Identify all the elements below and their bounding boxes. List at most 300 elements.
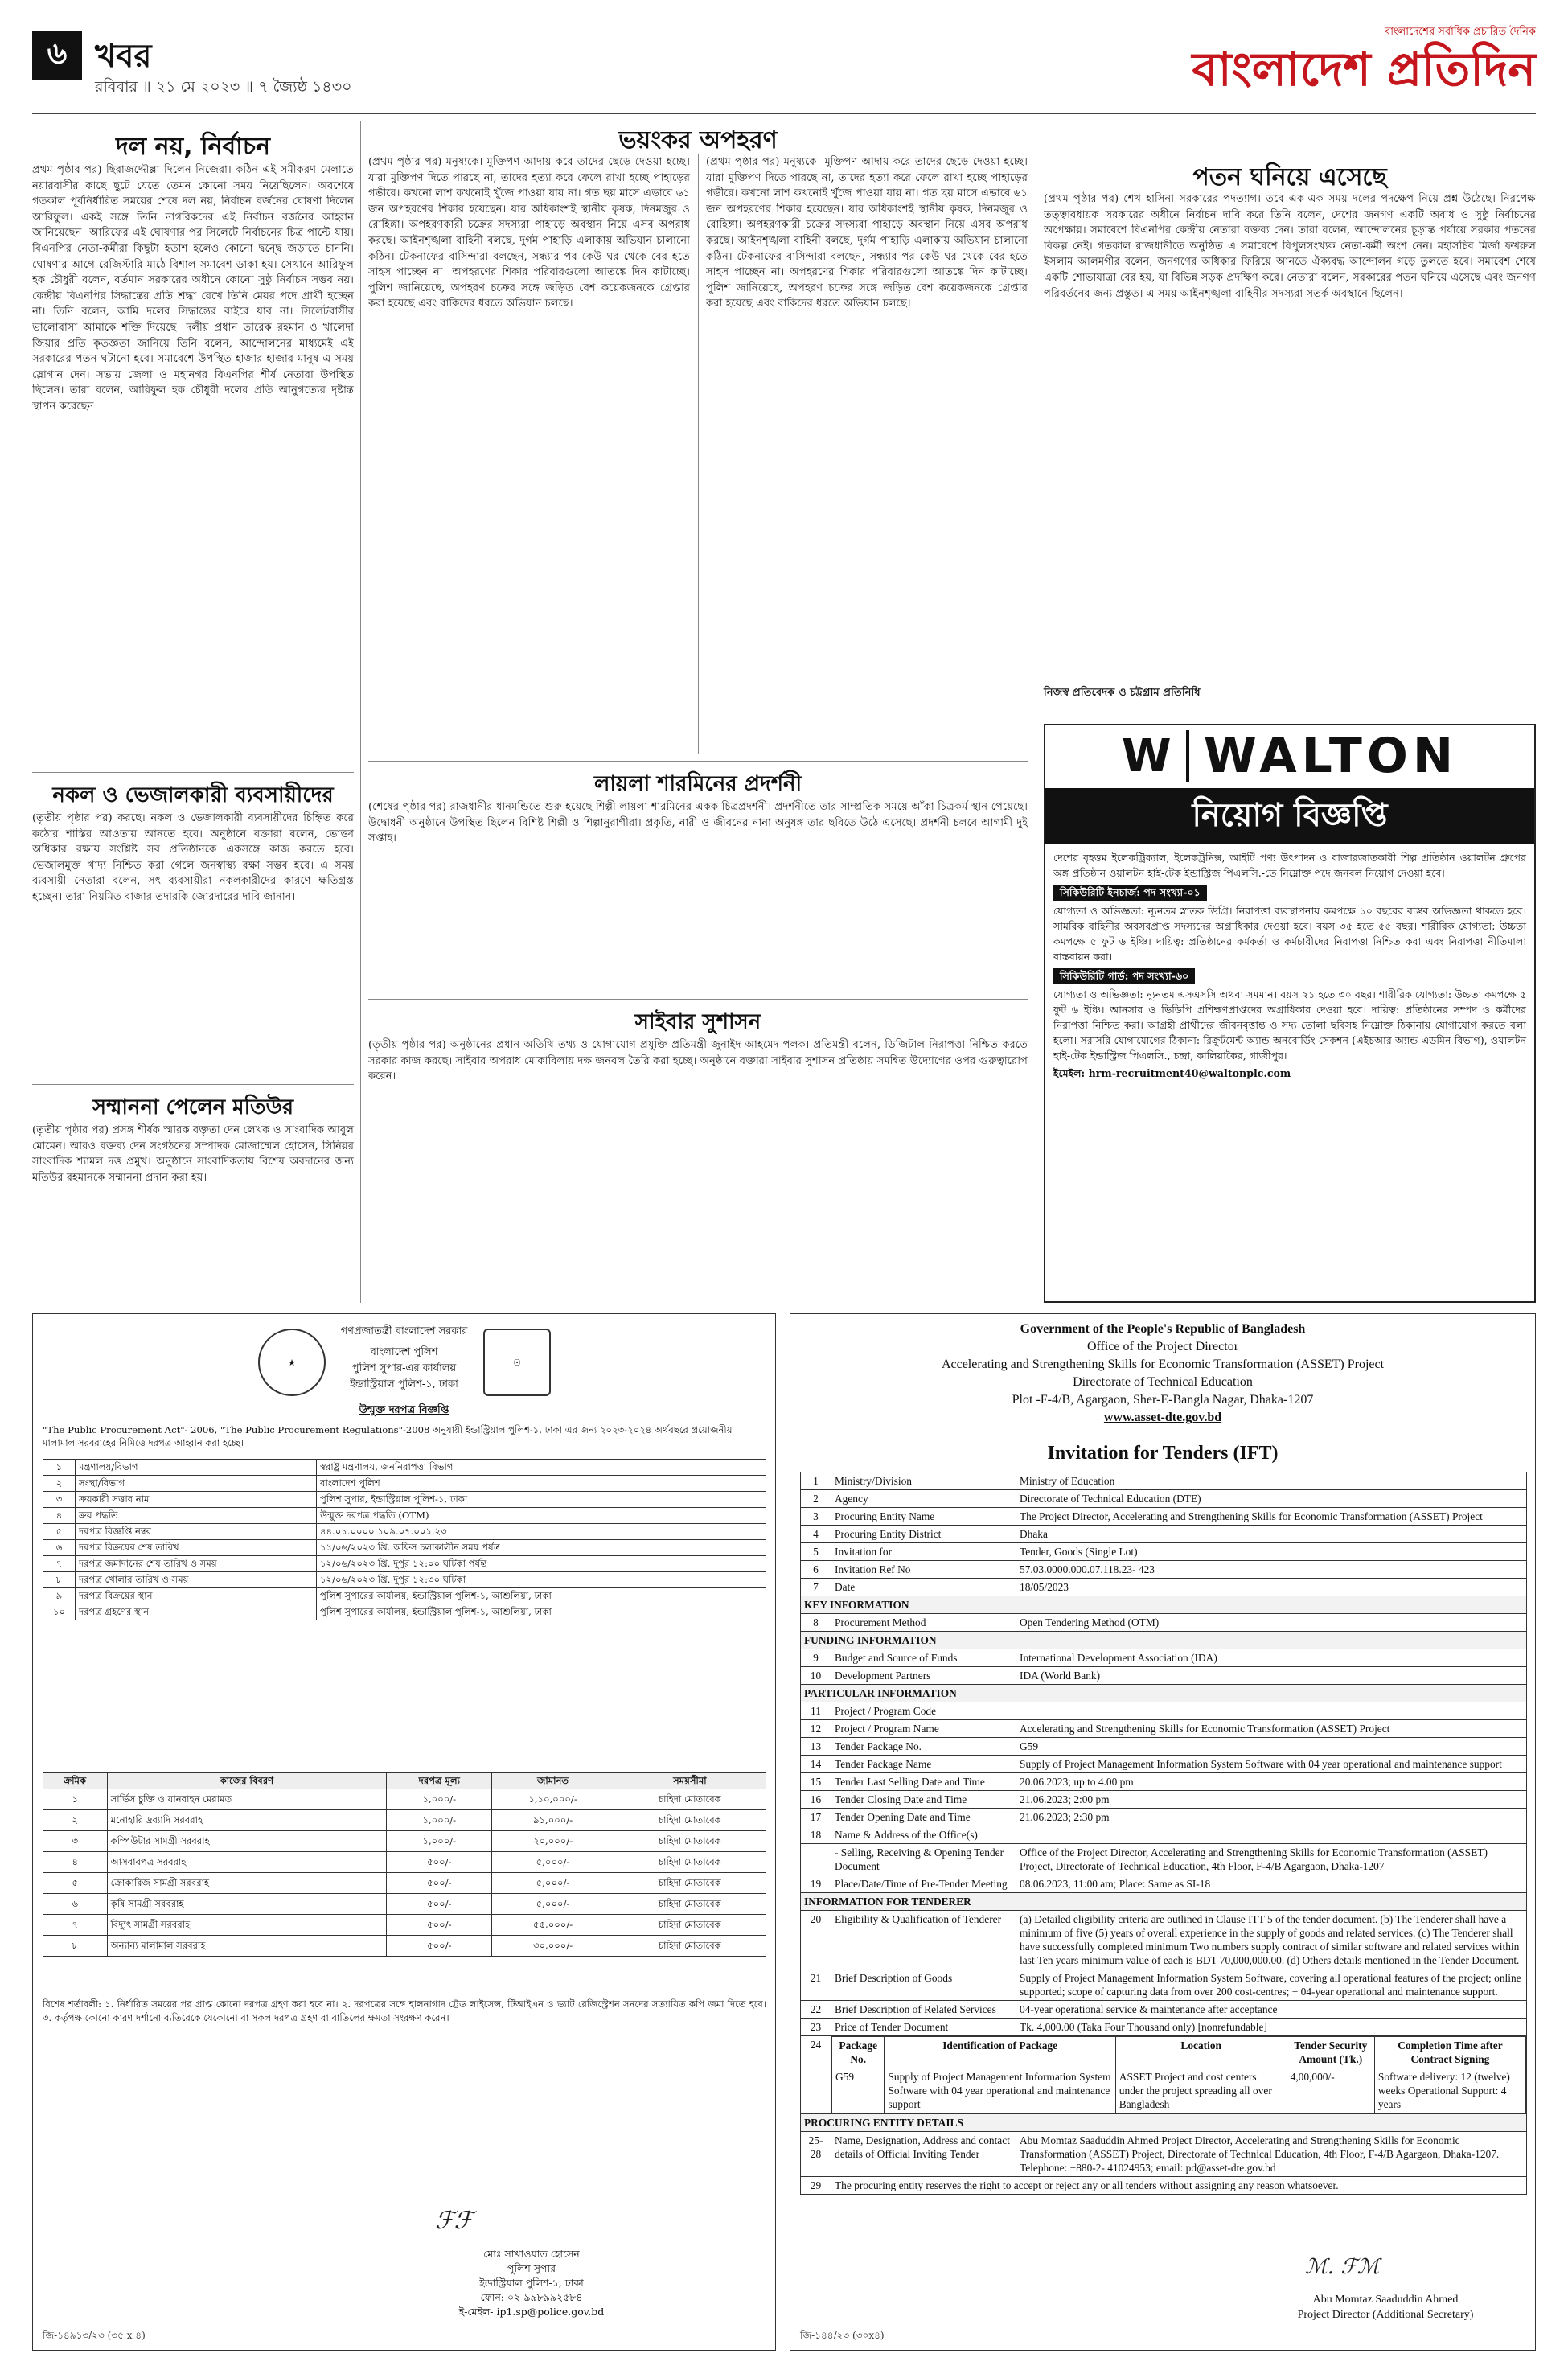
asset-ad-code: জি-১৪৪/২৩ (৩০x৪) [800, 2330, 885, 2341]
table-row [801, 1875, 1527, 1893]
row-label: Tender Package No. [831, 1738, 1016, 1756]
divider [32, 1084, 354, 1085]
table-row [43, 1936, 766, 1957]
table-cell: ১ [43, 1789, 108, 1810]
headline-saibar: সাইবার সুশাসন [634, 1010, 761, 1034]
row-value: IDA (World Bank) [1016, 1667, 1527, 1685]
package-row [801, 2036, 1527, 2114]
row-number: 11 [801, 1702, 831, 1720]
row-label: - Selling, Receiving & Opening Tender Document [831, 1844, 1016, 1875]
table-cell: আসবাবপত্র সরবরাহ [107, 1852, 386, 1873]
dateline: রবিবার ॥ ২১ মে ২০২৩ ॥ ৭ জ্যৈষ্ঠ ১৪৩০ [95, 78, 352, 96]
row-label: দরপত্র বিক্রয়ের শেষ তারিখ [76, 1540, 317, 1556]
table-row [801, 1809, 1527, 1826]
asset-project: Accelerating and Strengthening Skills for Economic Transformation (ASSET) Project [941, 1357, 1385, 1371]
table-row [801, 1969, 1527, 2001]
police-signer: মোঃ সাখাওয়াত হোসেন [483, 2248, 580, 2260]
table-row [801, 1844, 1527, 1875]
row-number: 10 [801, 1667, 831, 1685]
table-row [801, 1508, 1527, 1526]
police-signature: ℱℱ [435, 2207, 474, 2235]
walton-post-1-body: যোগ্যতা ও অভিজ্ঞতা: ন্যূনতম স্নাতক ডিগ্রি। নিরাপত্তা ব্যবস্থাপনায় কমপক্ষে ১০ বছরের বাস্তব অভিজ্ঞতা থাকতে হবে। সামরিক বাহিনীর অবসরপ্রাপ্ত সদস্যদের অগ্রাধিকার দেওয়া হবে। বয়স ৩৫ হতে ৫৫ বছর। শারীরিক যোগ্যতা: উচ্চতা কমপক্ষে ৫ ফুট ৬ ইঞ্চি। দায়িত্ব: প্রতিষ্ঠানের কর্মকর্তা ও কর্মচারীদের নিরাপত্তা নিশ্চিত করা এবং নিরাপত্তা নীতিমালা বাস্তবায়ন করা। [1053, 905, 1526, 963]
table-row [43, 1460, 766, 1476]
page-header [32, 24, 1536, 113]
table-cell: চাহিদা মোতাবেক [614, 1936, 766, 1957]
row-value: স্বরাষ্ট্র মন্ত্রণালয়, জননিরাপত্তা বিভাগ [317, 1460, 766, 1476]
row-label: Project / Program Code [831, 1702, 1016, 1720]
table-cell: ২ [43, 1810, 108, 1831]
row-number: 24 [801, 2036, 831, 2114]
asset-signature: ℳ. ℱℳ [1305, 2255, 1380, 2279]
table-row [43, 1588, 766, 1604]
table-cell: ৫০০/- [387, 1936, 492, 1957]
row-number: 8 [801, 1614, 831, 1632]
row-value [1016, 1826, 1527, 1844]
row-label: ক্রয়কারী সত্তার নাম [76, 1492, 317, 1508]
table-row [43, 1831, 766, 1852]
column-rule [360, 121, 361, 1303]
row-value: Supply of Project Management Information System Software with 04 year operational and maintenance support [1016, 1756, 1527, 1773]
article-bhoyonkor-body-2: (প্রথম পৃষ্ঠার পর) মনুষ্যকে। মুক্তিপণ আদায় করে তাদের ছেড়ে দেওয়া হচ্ছে। যারা মুক্তিপণ দিতে পারছে না, তাদের হত্যা করে ফেলে রাখা হচ্ছে পাহাড়ের গভীরে। কখনো লাশ কখনোই খুঁজে পাওয়া যায় না। গত ছয় মাসে এভাবে ৬১ জন অপহরণের শিকার হয়েছেন। যার অধিকাংশই স্থানীয় কৃষক, দিনমজুর ও রোহিঙ্গা। অপহরণকারী চক্রের সদস্যরা পাহাড়ে অবস্থান নিয়ে এসব অপরাধ করছে। আইনশৃঙ্খলা বাহিনী বলছে, দুর্গম পাহাড়ি এলাকায় অভিযান চালানো কঠিন। টেকনাফের বাসিন্দারা বলছেন, সন্ধ্যার পর কেউ ঘর থেকে বের হতে সাহস পাচ্ছেন না। অপহরণের শিকার পরিবারগুলো আতঙ্কে দিন কাটাচ্ছে। পুলিশ জানিয়েছে, অপহরণ চক্রের সঙ্গে জড়িত বেশ কয়েকজনকে গ্রেপ্তার করা হয়েছে এবং বাকিদের ধরতে অভিযান চলছে। [706, 156, 1028, 310]
row-label: Price of Tender Document [831, 2019, 1016, 2036]
table-cell: ১,০০০/- [387, 1810, 492, 1831]
table-cell: বিদ্যুৎ সামগ্রী সরবরাহ [107, 1915, 386, 1936]
table-row [801, 1826, 1527, 1844]
row-value: পুলিশ সুপারের কার্যালয়, ইন্ডাস্ট্রিয়াল পুলিশ-১, আশুলিয়া, ঢাকা [317, 1588, 766, 1604]
asset-address: Plot -F-4/B, Agargaon, Sher-E-Bangla Nagar, Dhaka-1207 [1012, 1393, 1314, 1407]
table-row [43, 1915, 766, 1936]
table-cell: ১,০০০/- [387, 1789, 492, 1810]
table-cell: অন্যান্য মালামাল সরবরাহ [107, 1936, 386, 1957]
police-head-2: বাংলাদেশ পুলিশ [370, 1346, 438, 1358]
table-row [801, 1738, 1527, 1756]
asset-gov: Government of the People's Republic of Bangladesh [1020, 1322, 1306, 1336]
row-label: Ministry/Division [831, 1472, 1016, 1490]
package-cell-value: Supply of Project Management Information System Software with 04 year operational and maintenance support [885, 2068, 1115, 2113]
table-row [43, 1789, 766, 1810]
section-row [801, 1685, 1527, 1702]
masthead [1166, 24, 1536, 105]
divider [368, 999, 1028, 1000]
row-label: Procuring Entity Name [831, 1508, 1016, 1526]
table-cell: চাহিদা মোতাবেক [614, 1894, 766, 1915]
row-label: দরপত্র গ্রহণের স্থান [76, 1604, 317, 1620]
table-row [801, 2177, 1527, 2195]
table-cell: ৫ [43, 1873, 108, 1894]
divider [368, 761, 1028, 762]
row-value: ১২/০৬/২০২৩ খ্রি. দুপুর ১২:০০ ঘটিকা পর্যন্ত [317, 1556, 766, 1572]
row-value: ৪৪.০১.০০০০.১০৯.০৭.০০১.২৩ [317, 1524, 766, 1540]
package-cell [831, 2036, 1527, 2114]
table-cell: চাহিদা মোতাবেক [614, 1873, 766, 1894]
table-row [43, 1873, 766, 1894]
table-row [801, 1773, 1527, 1791]
section-heading: PROCURING ENTITY DETAILS [801, 2114, 1527, 2132]
walton-post-1: সিকিউরিটি ইনচার্জ: পদ সংখ্যা-০১ [1053, 885, 1207, 902]
asset-signer-block [1241, 2292, 1530, 2323]
row-label: Name & Address of the Office(s) [831, 1826, 1016, 1844]
row-number: 7 [801, 1579, 831, 1596]
table-row [801, 2019, 1527, 2036]
column-header: সময়সীমা [614, 1773, 766, 1789]
table-row [801, 1561, 1527, 1579]
bangladesh-emblem-icon: ★ [258, 1329, 326, 1396]
table-row [43, 1604, 766, 1620]
table-cell: চাহিদা মোতাবেক [614, 1915, 766, 1936]
row-value: Abu Momtaz Saaduddin Ahmed Project Director, Accelerating and Strengthening Skills for Economic Transformation (ASSET) Project, Directorate of Technical Education, 4th Floor, F-4/B Agargaon, Dhaka-1207. Telephone: +880-2- 41024953; email: pd@asset-dte.gov.bd [1016, 2132, 1527, 2177]
walton-w-icon: W [1122, 730, 1189, 782]
table-row [801, 2132, 1527, 2177]
table-cell: কম্পিউটার সামগ্রী সরবরাহ [107, 1831, 386, 1852]
column-header: দরপত্র মূল্য [387, 1773, 492, 1789]
row-value: ১২/০৬/২০২৩ খ্রি. দুপুর ১২:৩০ ঘটিকা [317, 1572, 766, 1588]
section-row [801, 1893, 1527, 1911]
row-value: Accelerating and Strengthening Skills for Economic Transformation (ASSET) Project [1016, 1720, 1527, 1738]
section-name: খবর [95, 38, 152, 75]
table-cell: ৫,০০০/- [492, 1852, 614, 1873]
table-cell: সার্ভিস চুক্তি ও যানবাহন মেরামত [107, 1789, 386, 1810]
row-label: সংস্থা/বিভাগ [76, 1476, 317, 1492]
row-number: 22 [801, 2001, 831, 2019]
row-label: মন্ত্রণালয়/বিভাগ [76, 1460, 317, 1476]
package-table [831, 2036, 1526, 2113]
asset-signer-title: Project Director (Additional Secretary) [1297, 2309, 1474, 2321]
article-nokol-body: (তৃতীয় পৃষ্ঠার পর) করছে। নকল ও ভেজালকারী ব্যবসায়ীদের চিহ্নিত করে কঠোর শাস্তির আওতায় আনতে হবে। অনুষ্ঠানে বক্তারা বলেন, ভোক্তা অধিকার রক্ষায় সংশ্লিষ্ট সব প্রতিষ্ঠানকে একসঙ্গে কাজ করতে হবে। ভেজালমুক্ত খাদ্য নিশ্চিত করা গেলে জনস্বাস্থ্য রক্ষা সম্ভব হবে। এ সময় ব্যবসায়ী নেতারা বলেন, সৎ ব্যবসায়ীরা নকলকারীদের কারণে ক্ষতিগ্রস্ত হচ্ছেন। তারা নিয়মিত বাজার তদারকি জোরদারের দাবি জানান। [32, 812, 354, 903]
row-label: ক্রয় পদ্ধতি [76, 1508, 317, 1524]
walton-email: ইমেইল: hrm-recruitment40@waltonplc.com [1053, 1067, 1291, 1080]
row-value: The Project Director, Accelerating and Strengthening Skills for Economic Transformation (ASSET) Project [1016, 1508, 1527, 1526]
row-number: 15 [801, 1773, 831, 1791]
row-value: Directorate of Technical Education (DTE) [1016, 1490, 1527, 1508]
row-label: দরপত্র খোলার তারিখ ও সময় [76, 1572, 317, 1588]
row-number: 21 [801, 1969, 831, 2001]
table-cell: ৪ [43, 1852, 108, 1873]
package-column-header: Tender Security Amount (Tk.) [1287, 2037, 1374, 2068]
masthead-tagline: বাংলাদেশের সর্বাধিক প্রচারিত দৈনিক [1384, 26, 1536, 38]
package-cell-value: 4,00,000/- [1287, 2068, 1374, 2113]
walton-intro: দেশের বৃহত্তম ইলেকট্রিক্যাল, ইলেকট্রনিক্স, আইটি পণ্য উৎপাদন ও বাজারজাতকারী শিল্প প্রতিষ্ঠান ওয়ালটন গ্রুপের অঙ্গ প্রতিষ্ঠান ওয়ালটন হাই-টেক ইন্ডাস্ট্রিজ পিএলসি.-তে নিম্নোক্ত পদে জনবল নিয়োগ দেওয়া হবে। [1053, 852, 1526, 879]
article-sommanona-body: (তৃতীয় পৃষ্ঠার পর) প্রসঙ্গ শীর্ষক স্মারক বক্তৃতা দেন লেখক ও সাংবাদিক আবুল মোমেন। আরও বক্তব্য দেন সংগঠনের সম্পাদক মোজাম্মেল হোসেন, সিনিয়র সাংবাদিক শ্যামল দত্ত প্রমুখ। অনুষ্ঠানে সাংবাদিকতায় বিশেষ অবদানের জন্য মতিউর রহমানকে সম্মাননা প্রদান করা হয়। [32, 1124, 354, 1184]
table-row [43, 1476, 766, 1492]
section-heading: INFORMATION FOR TENDERER [801, 1893, 1527, 1911]
asset-signer: Abu Momtaz Saaduddin Ahmed [1312, 2294, 1459, 2306]
police-phone: ফোন: ০২-৯৯৮৯৯২৫৮৪ [480, 2291, 583, 2303]
police-tender-notice [32, 1313, 776, 2351]
row-value: Tender, Goods (Single Lot) [1016, 1543, 1527, 1561]
table-row [43, 1894, 766, 1915]
row-number: 4 [801, 1526, 831, 1543]
row-number: ১০ [43, 1604, 76, 1620]
asset-office: Office of the Project Director [1086, 1340, 1239, 1353]
row-number: 29 [801, 2177, 831, 2195]
police-head-1: গণপ্রজাতন্ত্রী বাংলাদেশ সরকার [340, 1325, 468, 1337]
row-value: উন্মুক্ত দরপত্র পদ্ধতি (OTM) [317, 1508, 766, 1524]
table-cell: ৫৫,০০০/- [492, 1915, 614, 1936]
table-cell: ৫,০০০/- [492, 1873, 614, 1894]
police-head-3: পুলিশ সুপার-এর কার্যালয় [351, 1362, 457, 1374]
row-number: 3 [801, 1508, 831, 1526]
row-value: Office of the Project Director, Accelerating and Strengthening Skills for Economic Transformation (ASSET) Project, Directorate of Technical Education, 4th Floor, F-4/B Agargaon, Dhaka-1207 [1016, 1844, 1527, 1875]
table-row [801, 1526, 1527, 1543]
table-row [801, 1579, 1527, 1596]
row-value: Dhaka [1016, 1526, 1527, 1543]
table-cell: ৫০০/- [387, 1915, 492, 1936]
row-value: International Development Association (IDA) [1016, 1649, 1527, 1667]
table-header-row [43, 1773, 766, 1789]
row-label: দরপত্র বিক্রয়ের স্থান [76, 1588, 317, 1604]
divider [32, 772, 354, 773]
asset-directorate: Directorate of Technical Education [1073, 1375, 1253, 1389]
police-ad-code: জি-১৪৯১৩/২৩ (৩৫ x ৪) [43, 2330, 146, 2341]
row-value: পুলিশ সুপার, ইন্ডাস্ট্রিয়াল পুলিশ-১, ঢাকা [317, 1492, 766, 1508]
page-number: ৬ [32, 31, 82, 80]
row-number: ৫ [43, 1524, 76, 1540]
police-signer-office: ইন্ডাস্ট্রিয়াল পুলিশ-১, ঢাকা [479, 2277, 584, 2289]
row-number: 17 [801, 1809, 831, 1826]
row-value: 04-year operational service & maintenance after acceptance [1016, 2001, 1527, 2019]
asset-title: Invitation for Tenders (IFT) [1047, 1443, 1279, 1464]
row-number: 6 [801, 1561, 831, 1579]
police-terms: বিশেষ শর্তাবলী: ১. নির্ধারিত সময়ের পর প্রাপ্ত কোনো দরপত্র গ্রহণ করা হবে না। ২. দরপত্রের সঙ্গে হালনাগাদ ট্রেড লাইসেন্স, টিআইএন ও ভ্যাট রেজিস্ট্রেশন সনদের সত্যায়িত কপি জমা দিতে হবে। ৩. কর্তৃপক্ষ কোনো কারণ দর্শানো ব্যতিরেকে যেকোনো বা সকল দরপত্র গ্রহণ বা বাতিলের ক্ষমতা সংরক্ষণ করেন। [43, 1998, 766, 2023]
headline-poton: পতন ঘনিয়ে এসেছে [1192, 163, 1387, 191]
table-row [801, 1720, 1527, 1738]
article-bhoyonkor-body-1: (প্রথম পৃষ্ঠার পর) মনুষ্যকে। মুক্তিপণ আদায় করে তাদের ছেড়ে দেওয়া হচ্ছে। যারা মুক্তিপণ দিতে পারছে না, তাদের হত্যা করে ফেলে রাখা হচ্ছে পাহাড়ের গভীরে। কখনো লাশ কখনোই খুঁজে পাওয়া যায় না। গত ছয় মাসে এভাবে ৬১ জন অপহরণের শিকার হয়েছেন। যার অধিকাংশই স্থানীয় কৃষক, দিনমজুর ও রোহিঙ্গা। অপহরণকারী চক্রের সদস্যরা পাহাড়ে অবস্থান নিয়ে এসব অপরাধ করছে। আইনশৃঙ্খলা বাহিনী বলছে, দুর্গম পাহাড়ি এলাকায় অভিযান চালানো কঠিন। টেকনাফের বাসিন্দারা বলছেন, সন্ধ্যার পর কেউ ঘর থেকে বের হতে সাহস পাচ্ছেন না। অপহরণের শিকার পরিবারগুলো আতঙ্কে দিন কাটাচ্ছে। পুলিশ জানিয়েছে, অপহরণ চক্রের সঙ্গে জড়িত বেশ কয়েকজনকে গ্রেপ্তার করা হয়েছে এবং বাকিদের ধরতে অভিযান চলছে। [368, 156, 690, 310]
row-number: 19 [801, 1875, 831, 1893]
row-number: 2 [801, 1490, 831, 1508]
row-value: 21.06.2023; 2:30 pm [1016, 1809, 1527, 1826]
table-row [801, 1614, 1527, 1632]
row-label: Tender Last Selling Date and Time [831, 1773, 1016, 1791]
table-row [801, 1490, 1527, 1508]
row-label: Development Partners [831, 1667, 1016, 1685]
table-row [801, 1649, 1527, 1667]
row-number: 9 [801, 1649, 831, 1667]
article-dol-body: প্রথম পৃষ্ঠার পর) ছিরাজদ্দৌল্লা দিলেন নিজেরা। কঠিন এই সমীকরণ মেলাতে নয়ারবাসীর কাছে ছুটে যেতে তেমন কোনো সময় নিয়েছিলেন। অবশেষে গতকাল পূর্বনির্ধারিত সময়ের শেষে দল নয়, নির্বাচন বর্জনের ঘোষণা দিলেন আরিফুল। একই সঙ্গে তিনি নাগরিকদের এই নির্বাচন বর্জনের আহ্বান জানিয়েছেন। আরিফের এই ঘোষণার পর সিলেটে নির্বাচনের চিত্র পাল্টে যায়। বিএনপির নেতা-কর্মীরা কিছুটা হতাশ হলেও কোনো দ্বন্দ্বে জড়াতে চাননি। ঘোষণার আগে রেজিস্টারি মাঠে বিশাল সমাবেশ ডাকা হয়। সেখানে আরিফুল হক চৌধুরী বলেন, বর্তমান সরকারের অধীনে কোনো সুষ্ঠু নির্বাচন সম্ভব নয়। কেন্দ্রীয় বিএনপির সিদ্ধান্তের প্রতি শ্রদ্ধা রেখে তিনি মেয়র পদে প্রার্থী হচ্ছেন না। তিনি বলেন, আমি দলের সিদ্ধান্তের বাইরে যাব না। সিলেটবাসীর ভালোবাসা আমাকে শক্তি দিয়েছে। দলীয় প্রধান তারেক রহমান ও খালেদা জিয়ার প্রতি কৃতজ্ঞতা জানিয়ে তিনি বলেন, আন্দোলনের মাধ্যমেই এই সরকারের পতন ঘটানো হবে। সমাবেশে উপস্থিত হাজার হাজার মানুষ এ সময় স্লোগান দেন। সভায় জেলা ও মহানগর বিএনপির শীর্ষ নেতারা উপস্থিত ছিলেন। তারা বলেন, আরিফুল হক চৌধুরী দলের প্রতি আনুগত্যের দৃষ্টান্ত স্থাপন করেছেন। [32, 164, 354, 413]
row-number: 1 [801, 1472, 831, 1490]
row-value: বাংলাদেশ পুলিশ [317, 1476, 766, 1492]
table-cell: ৫,০০০/- [492, 1894, 614, 1915]
row-label: দরপত্র জমাদানের শেষ তারিখ ও সময় [76, 1556, 317, 1572]
package-column-header: Identification of Package [885, 2037, 1115, 2068]
table-cell: ৩ [43, 1831, 108, 1852]
package-column-header: Completion Time after Contract Signing [1374, 2037, 1525, 2068]
row-label: Invitation for [831, 1543, 1016, 1561]
row-value: G59 [1016, 1738, 1527, 1756]
row-value: Tk. 4,000.00 (Taka Four Thousand only) [nonrefundable] [1016, 2019, 1527, 2036]
walton-recruitment-ad [1044, 724, 1536, 1303]
package-column-header: Package No. [832, 2037, 885, 2068]
headline-dol: দল নয়, নির্বাচন [116, 133, 270, 161]
row-number: ২ [43, 1476, 76, 1492]
section-row [801, 1632, 1527, 1649]
article-loyla-body: (শেষের পৃষ্ঠার পর) রাজধানীর ধানমন্ডিতে শুরু হয়েছে শিল্পী লায়লা শারমিনের একক চিত্রপ্রদর্শনী। প্রদর্শনীতে তার সাম্প্রতিক সময়ে আঁকা চিত্রকর্ম স্থান পেয়েছে। উদ্বোধনী অনুষ্ঠানে উপস্থিত ছিলেন বিশিষ্ট শিল্পী ও শিল্পানুরাগীরা। প্রকৃতি, নারী ও জীবনের নানা অনুষঙ্গ তার ছবিতে উঠে এসেছে। প্রদর্শনী চলবে আগামী দুই সপ্তাহ। [368, 801, 1028, 845]
table-cell: ৫০০/- [387, 1894, 492, 1915]
row-value: 18/05/2023 [1016, 1579, 1527, 1596]
row-number: 25-28 [801, 2132, 831, 2177]
walton-post-2: সিকিউরিটি গার্ড: পদ সংখ্যা-৬০ [1053, 968, 1195, 985]
walton-title: নিয়োগ বিজ্ঞপ্তি [1045, 788, 1534, 844]
table-row [43, 1852, 766, 1873]
row-number: 12 [801, 1720, 831, 1738]
section-heading: KEY INFORMATION [801, 1596, 1527, 1614]
asset-web-link[interactable]: www.asset-dte.gov.bd [1103, 1411, 1222, 1424]
table-cell: ৫০০/- [387, 1852, 492, 1873]
row-label: Name, Designation, Address and contact details of Official Inviting Tender [831, 2132, 1016, 2177]
package-data-row [832, 2068, 1526, 2113]
row-label: Tender Package Name [831, 1756, 1016, 1773]
row-number: ৮ [43, 1572, 76, 1588]
row-number: 5 [801, 1543, 831, 1561]
reserve-note: The procuring entity reserves the right to accept or reject any or all tenders without assigning any reason whatsoever. [831, 2177, 1527, 2195]
row-number: 13 [801, 1738, 831, 1756]
article-saibar-body: (তৃতীয় পৃষ্ঠার পর) অনুষ্ঠানের প্রধান অতিথি তথ্য ও যোগাযোগ প্রযুক্তি প্রতিমন্ত্রী জুনাইদ আহমেদ পলক। প্রতিমন্ত্রী বলেন, ডিজিটাল নিরাপত্তা নিশ্চিত করতে সরকার কাজ করছে। সাইবার অপরাধ মোকাবিলায় দক্ষ জনবল তৈরি করা হচ্ছে। অনুষ্ঠানে বক্তারা সাইবার সুশাসন প্রতিষ্ঠায় সমন্বিত উদ্যোগের ওপর গুরুত্বারোপ করেন। [368, 1039, 1028, 1083]
row-value [1016, 1702, 1527, 1720]
asset-table [800, 1472, 1527, 2195]
row-label: Project / Program Name [831, 1720, 1016, 1738]
row-value: 20.06.2023; up to 4.00 pm [1016, 1773, 1527, 1791]
row-number: 14 [801, 1756, 831, 1773]
row-number: ১ [43, 1460, 76, 1476]
header-divider [32, 113, 1536, 114]
masthead-logo: বাংলাদেশ প্রতিদিন [1192, 42, 1536, 97]
row-label: Date [831, 1579, 1016, 1596]
table-cell: ৯১,০০০/- [492, 1810, 614, 1831]
table-row [801, 1667, 1527, 1685]
table-cell: ৭ [43, 1915, 108, 1936]
asset-header [790, 1320, 1535, 1427]
asset-tender-notice [790, 1313, 1536, 2351]
column-header: জামানত [492, 1773, 614, 1789]
row-label: দরপত্র বিজ্ঞপ্তি নম্বর [76, 1524, 317, 1540]
row-number: ৯ [43, 1588, 76, 1604]
package-cell-value: G59 [832, 2068, 885, 2113]
police-info-table [43, 1459, 766, 1620]
row-number: ৬ [43, 1540, 76, 1556]
table-row [801, 1702, 1527, 1720]
table-row [43, 1540, 766, 1556]
row-number: 20 [801, 1911, 831, 1969]
table-row [801, 2001, 1527, 2019]
headline-sommanona: সম্মাননা পেলেন মতিউর [92, 1095, 294, 1119]
row-label: Brief Description of Goods [831, 1969, 1016, 2001]
row-number: 23 [801, 2019, 831, 2036]
row-label: Eligibility & Qualification of Tenderer [831, 1911, 1016, 1969]
walton-post-2-body: যোগ্যতা ও অভিজ্ঞতা: ন্যূনতম এসএসসি অথবা সমমান। বয়স ২১ হতে ৩০ বছর। শারীরিক যোগ্যতা: উচ্চতা কমপক্ষে ৫ ফুট ৬ ইঞ্চি। আনসার ও ভিডিপি প্রশিক্ষণপ্রাপ্তদের অগ্রাধিকার দেওয়া হবে। দায়িত্ব: প্রতিষ্ঠানের সম্পদ ও কর্মীদের নিরাপত্তা নিশ্চিত করা। আগ্রহী প্রার্থীদের জীবনবৃত্তান্ত ও সদ্য তোলা ছবিসহ নিম্নোক্ত ঠিকানায় যোগাযোগ করতে বলা হলো। সরাসরি যোগাযোগের ঠিকানা: রিক্রুটমেন্ট অ্যান্ড অনবোর্ডিং সেকশন (এইচআর অ্যান্ড এডমিন বিভাগ), ওয়ালটন হাই-টেক ইন্ডাস্ট্রিজ পিএলসি., চন্দ্রা, কালিয়াকৈর, গাজীপুর। [1053, 988, 1526, 1062]
headline-nokol: নকল ও ভেজালকারী ব্যবসায়ীদের [52, 783, 334, 807]
headline-loyla: লায়লা শারমিনের প্রদর্শনী [593, 772, 802, 796]
police-head-5: উন্মুক্ত দরপত্র বিজ্ঞপ্তি [359, 1404, 449, 1416]
police-signer-title: পুলিশ সুপার [507, 2262, 556, 2274]
column-header: ক্রমিক [43, 1773, 108, 1789]
table-row [43, 1572, 766, 1588]
article-poton-body: (প্রথম পৃষ্ঠার পর) শেখ হাসিনা সরকারের পদত্যাগ। তবে এক-এক সময় দলের পদক্ষেপ নিয়ে প্রশ্ন উঠেছে। নিরপেক্ষ তত্ত্বাবধায়ক সরকারের অধীনে নির্বাচন দাবি করে তিনি বলেন, দেশের জনগণ একটি অবাধ ও সুষ্ঠু নির্বাচনের অপেক্ষায়। সমাবেশে বিএনপির কেন্দ্রীয় নেতারা বক্তব্য দেন। তারা বলেন, আন্দোলনের চূড়ান্ত পর্যায়ে সরকার পতনের বিকল্প নেই। গতকাল রাজধানীতে অনুষ্ঠিত এ সমাবেশে বিপুলসংখ্যক নেতা-কর্মী অংশ নেন। মহাসচিব মির্জা ফখরুল ইসলাম আলমগীর বলেন, জনগণের অধিকার ফিরিয়ে আনতে ঐক্যবদ্ধ আন্দোলন গড়ে তুলতে হবে। সমাবেশ শেষে একটি শোভাযাত্রা বের হয়, যা বিভিন্ন সড়ক প্রদক্ষিণ করে। নেতারা বলেন, সরকারের পতন ঘনিয়ে এসেছে এবং জনগণ পরিবর্তনের জন্য প্রস্তুত। এ সময় আইনশৃঙ্খলা বাহিনীর সদস্যরা সতর্ক অবস্থানে ছিলেন। [1044, 193, 1536, 300]
row-label: Procurement Method [831, 1614, 1016, 1632]
table-row [43, 1810, 766, 1831]
row-number: ৭ [43, 1556, 76, 1572]
table-row [43, 1508, 766, 1524]
row-label: Invitation Ref No [831, 1561, 1016, 1579]
package-header-row [832, 2037, 1526, 2068]
row-number: 18 [801, 1826, 831, 1844]
row-label: Budget and Source of Funds [831, 1649, 1016, 1667]
table-cell: চাহিদা মোতাবেক [614, 1831, 766, 1852]
police-email: ই-মেইল- ip1.sp@police.gov.bd [458, 2306, 605, 2318]
table-cell: চাহিদা মোতাবেক [614, 1852, 766, 1873]
table-cell: ৮ [43, 1936, 108, 1957]
package-cell-value: ASSET Project and cost centers under the project spreading all over Bangladesh [1115, 2068, 1287, 2113]
section-row [801, 1596, 1527, 1614]
table-cell: ৬ [43, 1894, 108, 1915]
table-row [43, 1556, 766, 1572]
police-tender-heading [33, 1324, 775, 1339]
table-row [43, 1524, 766, 1540]
row-value: 57.03.0000.000.07.118.23- 423 [1016, 1561, 1527, 1579]
row-number: ৩ [43, 1492, 76, 1508]
table-row [801, 1911, 1527, 1969]
section-heading: FUNDING INFORMATION [801, 1632, 1527, 1649]
row-value: Open Tendering Method (OTM) [1016, 1614, 1527, 1632]
table-cell: ২০,০০০/- [492, 1831, 614, 1852]
row-value: Supply of Project Management Information System Software, covering all operational features of the project; online supported; scope of capturing data from over 200 cost-centres; + 04-year operational and maintenance support. [1016, 1969, 1527, 2001]
column-rule [698, 154, 699, 754]
police-items-table [43, 1772, 766, 1957]
table-row [801, 1791, 1527, 1809]
package-column-header: Location [1115, 2037, 1287, 2068]
table-row [801, 1472, 1527, 1490]
row-value: ১১/০৬/২০২৩ খ্রি. অফিস চলাকালীন সময় পর্যন্ত [317, 1540, 766, 1556]
table-cell: চাহিদা মোতাবেক [614, 1810, 766, 1831]
row-value: 21.06.2023; 2:00 pm [1016, 1791, 1527, 1809]
table-row [801, 1543, 1527, 1561]
table-row [43, 1492, 766, 1508]
row-label: Agency [831, 1490, 1016, 1508]
row-value: 08.06.2023, 11:00 am; Place: Same as SI-18 [1016, 1875, 1527, 1893]
table-cell: কৃষি সামগ্রী সরবরাহ [107, 1894, 386, 1915]
row-label: Place/Date/Time of Pre-Tender Meeting [831, 1875, 1016, 1893]
walton-logo [1045, 725, 1534, 787]
table-cell: ১,০০০/- [387, 1831, 492, 1852]
table-cell: মনোহারি দ্রব্যাদি সরবরাহ [107, 1810, 386, 1831]
table-cell: ৩০,০০০/- [492, 1936, 614, 1957]
column-header: কাজের বিবরণ [107, 1773, 386, 1789]
headline-bhoyonkor: ভয়ংকর অপহরণ [618, 126, 778, 154]
police-intro: "The Public Procurement Act"- 2006, "The Public Procurement Regulations"-2008 অনুযায়ী ইন্ডাস্ট্রিয়াল পুলিশ-১, ঢাকা এর জন্য ২০২৩-২০২৪ অর্থবছরে প্রয়োজনীয় মালামাল সরবরাহের নিমিত্তে দরপত্র আহ্বান করা হচ্ছে। [43, 1424, 733, 1448]
row-number: 16 [801, 1791, 831, 1809]
row-label: Tender Opening Date and Time [831, 1809, 1016, 1826]
table-cell: চাহিদা মোতাবেক [614, 1789, 766, 1810]
row-label: Tender Closing Date and Time [831, 1791, 1016, 1809]
walton-body [1053, 851, 1526, 1082]
mujib-borsho-logo-icon: ☉ [483, 1329, 551, 1396]
police-head-4: ইন্ডাস্ট্রিয়াল পুলিশ-১, ঢাকা [350, 1378, 458, 1390]
section-row [801, 2114, 1527, 2132]
table-cell: ৫০০/- [387, 1873, 492, 1894]
table-row [801, 1756, 1527, 1773]
article-poton-credit: নিজস্ব প্রতিবেদক ও চট্টগ্রাম প্রতিনিধি [1044, 687, 1201, 699]
section-heading: PARTICULAR INFORMATION [801, 1685, 1527, 1702]
police-signer-block [371, 2247, 692, 2319]
row-number: ৪ [43, 1508, 76, 1524]
row-value: Ministry of Education [1016, 1472, 1527, 1490]
row-value: পুলিশ সুপারের কার্যালয়, ইন্ডাস্ট্রিয়াল পুলিশ-১, আশুলিয়া, ঢাকা [317, 1604, 766, 1620]
package-cell-value: Software delivery: 12 (twelve) weeks Operational Support: 4 years [1374, 2068, 1525, 2113]
row-number [801, 1844, 831, 1875]
walton-brand: WALTON [1203, 728, 1459, 784]
table-cell: ১,১০,০০০/- [492, 1789, 614, 1810]
row-value: (a) Detailed eligibility criteria are outlined in Clause ITT 5 of the tender document. (b) The Tenderer shall have a minimum of five (5) years of overall experience in the supply of goods and related services. (c) The Tenderer shall have successfully completed minimum Two numbers supply contract of similar software and related services within last Ten years minimum value of each is BDT 70,000,000.00. (d) Others details mentioned in the Tender Document. [1016, 1911, 1527, 1969]
row-label: Brief Description of Related Services [831, 2001, 1016, 2019]
row-label: Procuring Entity District [831, 1526, 1016, 1543]
